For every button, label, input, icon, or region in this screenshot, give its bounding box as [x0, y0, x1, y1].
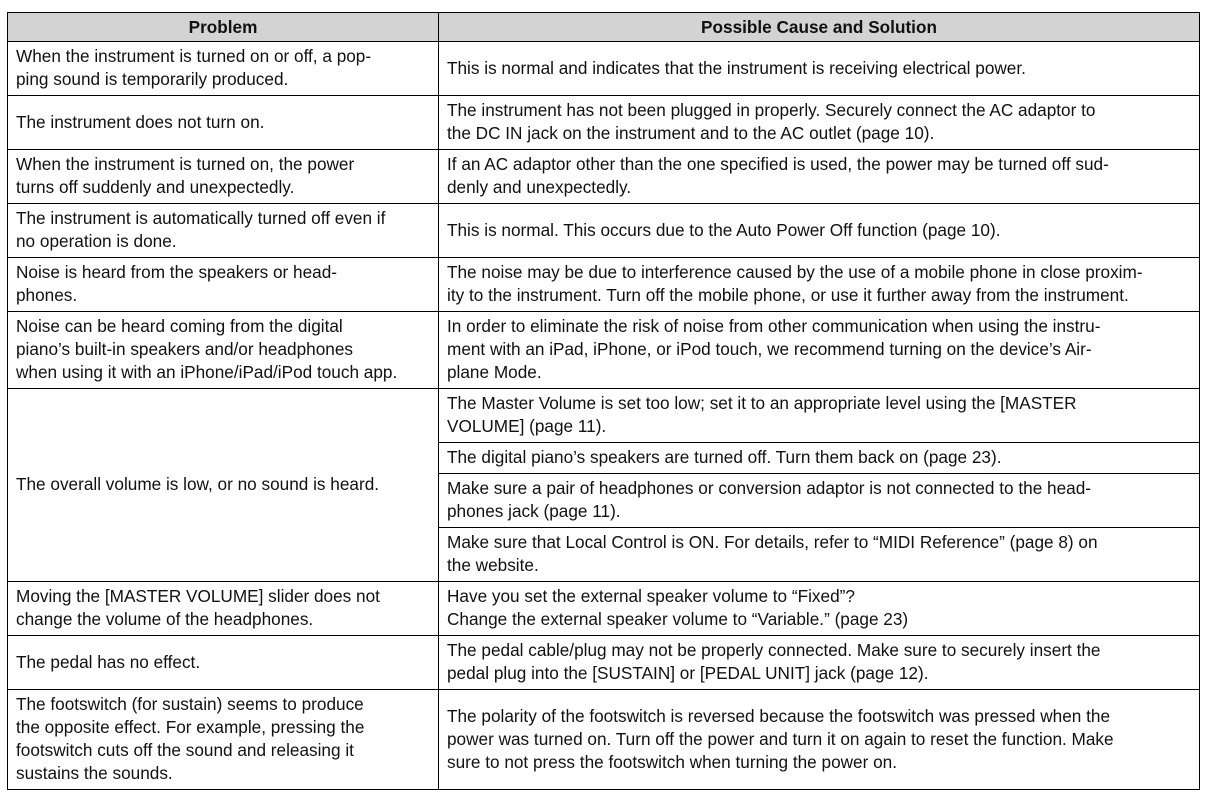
solution-text-line: ment with an iPad, iPhone, or iPod touch, we recommend turning on the device’s Air-	[447, 339, 1092, 359]
solution-text-line: If an AC adaptor other than the one specified is used, the power may be turned off sud-	[447, 154, 1109, 174]
table-row	[8, 150, 1200, 204]
problem-text-line: The instrument is automatically turned off even if	[16, 208, 386, 228]
solution-text-line: Make sure a pair of headphones or conversion adaptor is not connected to the head-	[447, 478, 1091, 498]
problem-cell	[8, 96, 439, 150]
table-row	[8, 636, 1200, 690]
solution-cell	[439, 690, 1200, 790]
problem-text-line: The instrument does not turn on.	[16, 111, 265, 132]
solution-text-line: pedal plug into the [SUSTAIN] or [PEDAL UNIT] jack (page 12).	[447, 663, 929, 683]
solution-text-line: The noise may be due to interference caused by the use of a mobile phone in close proxim-	[447, 262, 1143, 282]
solution-text-line: In order to eliminate the risk of noise from other communication when using the instru-	[447, 316, 1101, 336]
solution-text-line: The Master Volume is set too low; set it to an appropriate level using the [MASTER	[447, 393, 1077, 413]
table-row	[8, 582, 1200, 636]
table-row	[8, 42, 1200, 96]
troubleshooting-table	[7, 12, 1200, 790]
solution-text-line: ity to the instrument. Turn off the mobile phone, or use it further away from the instrument.	[447, 285, 1129, 305]
problem-cell	[8, 150, 439, 204]
problem-cell	[8, 582, 439, 636]
problem-cell	[8, 636, 439, 690]
solution-text-line: The digital piano’s speakers are turned off. Turn them back on (page 23).	[447, 447, 1002, 467]
problem-text-line: turns off suddenly and unexpectedly.	[16, 177, 295, 197]
solution-text-line: Change the external speaker volume to “Variable.” (page 23)	[447, 609, 909, 629]
solution-cell	[439, 528, 1200, 582]
table-row	[8, 258, 1200, 312]
problem-text-line: when using it with an iPhone/iPad/iPod touch app.	[16, 362, 398, 382]
table-row	[8, 204, 1200, 258]
solution-column-header: Possible Cause and Solution	[439, 13, 1200, 42]
problem-text-line: Moving the [MASTER VOLUME] slider does not	[16, 586, 380, 606]
solution-cell	[439, 204, 1200, 258]
problem-text-line: Noise is heard from the speakers or head-	[16, 262, 337, 282]
solution-cell	[439, 389, 1200, 443]
problem-text-line: When the instrument is turned on or off, a pop-	[16, 46, 372, 66]
table-row	[8, 312, 1200, 389]
problem-cell	[8, 204, 439, 258]
solution-cell	[439, 582, 1200, 636]
solution-text-line: phones jack (page 11).	[447, 501, 621, 521]
solution-cell	[439, 150, 1200, 204]
problem-text-line: no operation is done.	[16, 231, 177, 251]
solution-cell	[439, 258, 1200, 312]
problem-cell	[8, 312, 439, 389]
solution-text-line: the DC IN jack on the instrument and to the AC outlet (page 10).	[447, 123, 935, 143]
solution-text-line: This is normal. This occurs due to the Auto Power Off function (page 10).	[447, 219, 1001, 240]
solution-text-line: sure to not press the footswitch when turning the power on.	[447, 751, 897, 772]
solution-text-line: VOLUME] (page 11).	[447, 416, 607, 436]
solution-cell	[439, 312, 1200, 389]
solution-text-line: The instrument has not been plugged in properly. Securely connect the AC adaptor to	[447, 100, 1096, 120]
solution-cell	[439, 443, 1200, 474]
problem-cell	[8, 258, 439, 312]
problem-text-line: The pedal has no effect.	[16, 651, 201, 672]
table-row	[8, 690, 1200, 790]
problem-text-line: When the instrument is turned on, the power	[16, 154, 355, 174]
solution-text-line: the website.	[447, 555, 539, 575]
table-row	[8, 96, 1200, 150]
solution-text-line: Make sure that Local Control is ON. For details, refer to “MIDI Reference” (page 8) on	[447, 532, 1098, 552]
solution-cell	[439, 42, 1200, 96]
solution-text-line: The pedal cable/plug may not be properly connected. Make sure to securely insert the	[447, 640, 1101, 660]
solution-text-line: Have you set the external speaker volume to “Fixed”?	[447, 586, 855, 606]
problem-text-line: piano’s built-in speakers and/or headphones	[16, 339, 353, 359]
solution-text-line: power was turned on. Turn off the power and turn it on again to reset the function. Make	[447, 728, 1114, 749]
problem-text-line: The footswitch (for sustain) seems to produce	[16, 694, 364, 714]
table-row	[8, 389, 1200, 443]
problem-text-line: the opposite effect. For example, pressing the	[16, 717, 365, 737]
problem-column-header: Problem	[8, 13, 439, 42]
solution-text-line: The polarity of the footswitch is reversed because the footswitch was pressed when the	[447, 705, 1111, 726]
table-body	[8, 42, 1200, 790]
solution-cell	[439, 636, 1200, 690]
solution-text-line: denly and unexpectedly.	[447, 177, 632, 197]
problem-text-line: sustains the sounds.	[16, 763, 173, 783]
problem-cell	[8, 389, 439, 582]
problem-text-line: footswitch cuts off the sound and releasing it	[16, 740, 354, 760]
problem-cell	[8, 42, 439, 96]
problem-text-line: The overall volume is low, or no sound is heard.	[16, 474, 380, 494]
problem-text-line: change the volume of the headphones.	[16, 609, 314, 629]
problem-text-line: phones.	[16, 285, 78, 305]
problem-text-line: Noise can be heard coming from the digital	[16, 316, 343, 336]
solution-cell	[439, 96, 1200, 150]
problem-text-line: ping sound is temporarily produced.	[16, 69, 289, 89]
header-row	[8, 13, 1200, 42]
problem-cell	[8, 690, 439, 790]
solution-text-line: plane Mode.	[447, 362, 542, 382]
solution-text-line: This is normal and indicates that the instrument is receiving electrical power.	[447, 57, 1026, 78]
solution-cell	[439, 474, 1200, 528]
